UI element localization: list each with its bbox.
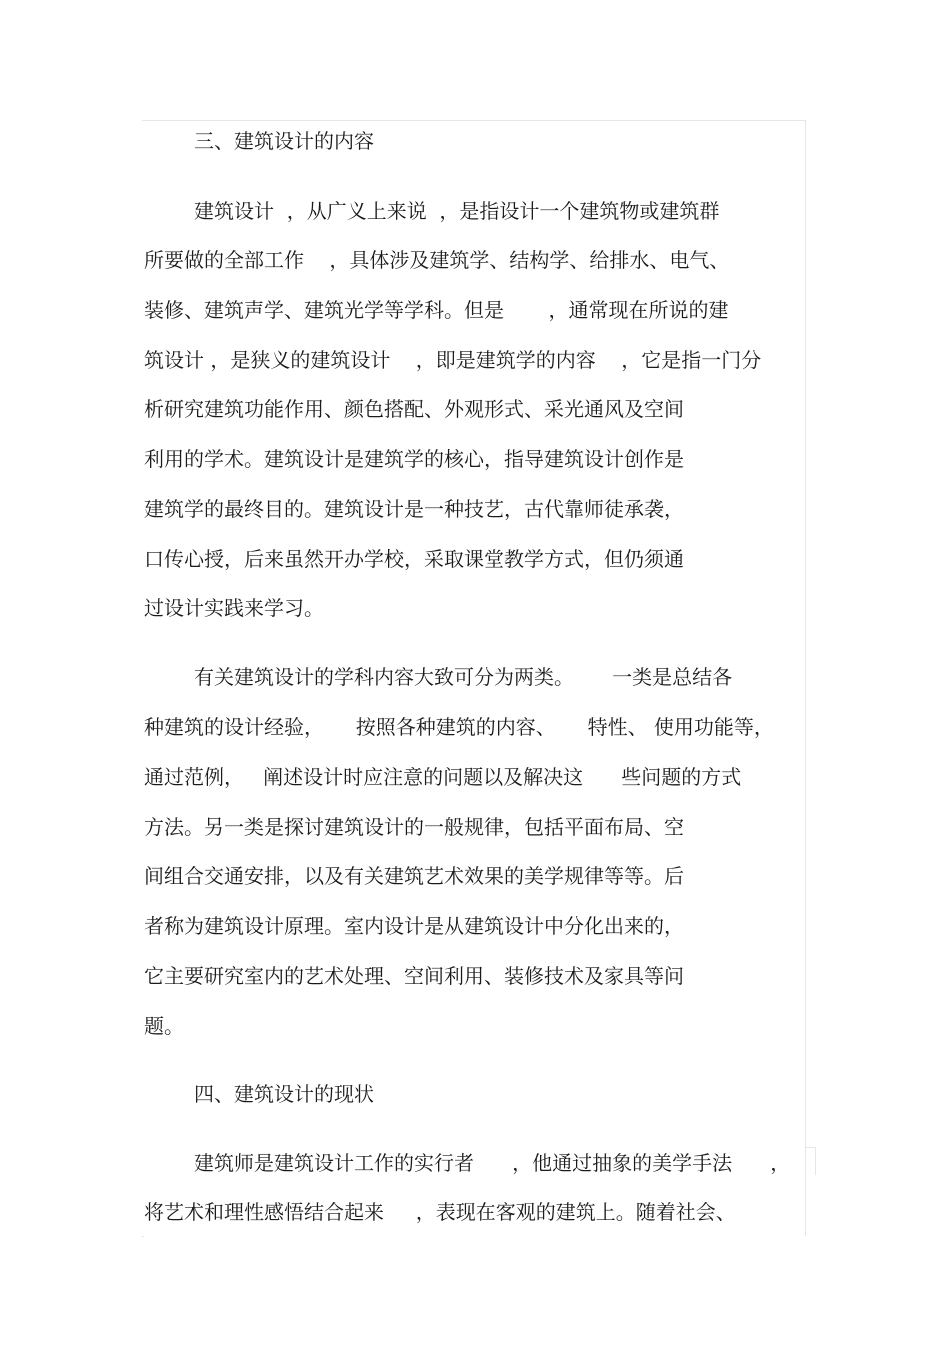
paragraph-line: 建筑学的最终目的。建筑设计是一种技艺，古代靠师徒承袭， xyxy=(144,497,684,521)
page-bottom-mark xyxy=(142,1236,144,1237)
paragraph-line: 建筑师是建筑设计工作的实行者 ，他通过抽象的美学手法 ， xyxy=(194,1151,791,1175)
paragraph-line: 利用的学术。建筑设计是建筑学的核心，指导建筑设计创作是 xyxy=(144,447,684,471)
paragraph-line: 题。 xyxy=(144,1014,184,1038)
section-4-heading: 四、建筑设计的现状 xyxy=(194,1082,374,1106)
paragraph-line: 它主要研究室内的艺术处理、空间利用、装修技术及家具等问 xyxy=(144,964,684,988)
paragraph-line: 种建筑的设计经验， 按照各种建筑的内容、 特性、 使用功能等， xyxy=(144,715,774,739)
paragraph-line: 过设计实践来学习。 xyxy=(144,596,324,620)
paragraph-line: 所要做的全部工作 ，具体涉及建筑学、结构学、给排水、电气、 xyxy=(144,248,730,272)
paragraph-line: 方法。另一类是探讨建筑设计的一般规律，包括平面布局、空 xyxy=(144,815,684,839)
paragraph-line: 筑设计 ，是狭义的建筑设计 ，即是建筑学的内容 ，它是指一门分 xyxy=(144,348,762,372)
paragraph-line: 间组合交通安排，以及有关建筑艺术效果的美学规律等等。后 xyxy=(144,864,684,888)
paragraph-line: 有关建筑设计的学科内容大致可分为两类。 一类是总结各 xyxy=(194,665,733,689)
paragraph-line: 通过范例， 阐述设计时应注意的问题以及解决这 些问题的方式 xyxy=(144,765,742,789)
paragraph-line: 将艺术和理性感悟结合起来 ，表现在客观的建筑上。随着社会、 xyxy=(144,1200,736,1224)
paragraph-line: 口传心授，后来虽然开办学校，采取课堂教学方式，但仍须通 xyxy=(144,547,684,571)
section-3-heading: 三、建筑设计的内容 xyxy=(194,129,374,153)
paragraph-line: 析研究建筑功能作用、颜色搭配、外观形式、采光通风及空间 xyxy=(144,397,684,421)
page-edge-mark xyxy=(806,1147,816,1175)
paragraph-line: 装修、建筑声学、建筑光学等学科。但是 ，通常现在所说的建 xyxy=(144,298,729,322)
paragraph-line: 建筑设计 ，从广义上来说 ，是指设计一个建筑物或建筑群 xyxy=(194,199,720,223)
paragraph-line: 者称为建筑设计原理。室内设计是从建筑设计中分化出来的， xyxy=(144,914,684,938)
